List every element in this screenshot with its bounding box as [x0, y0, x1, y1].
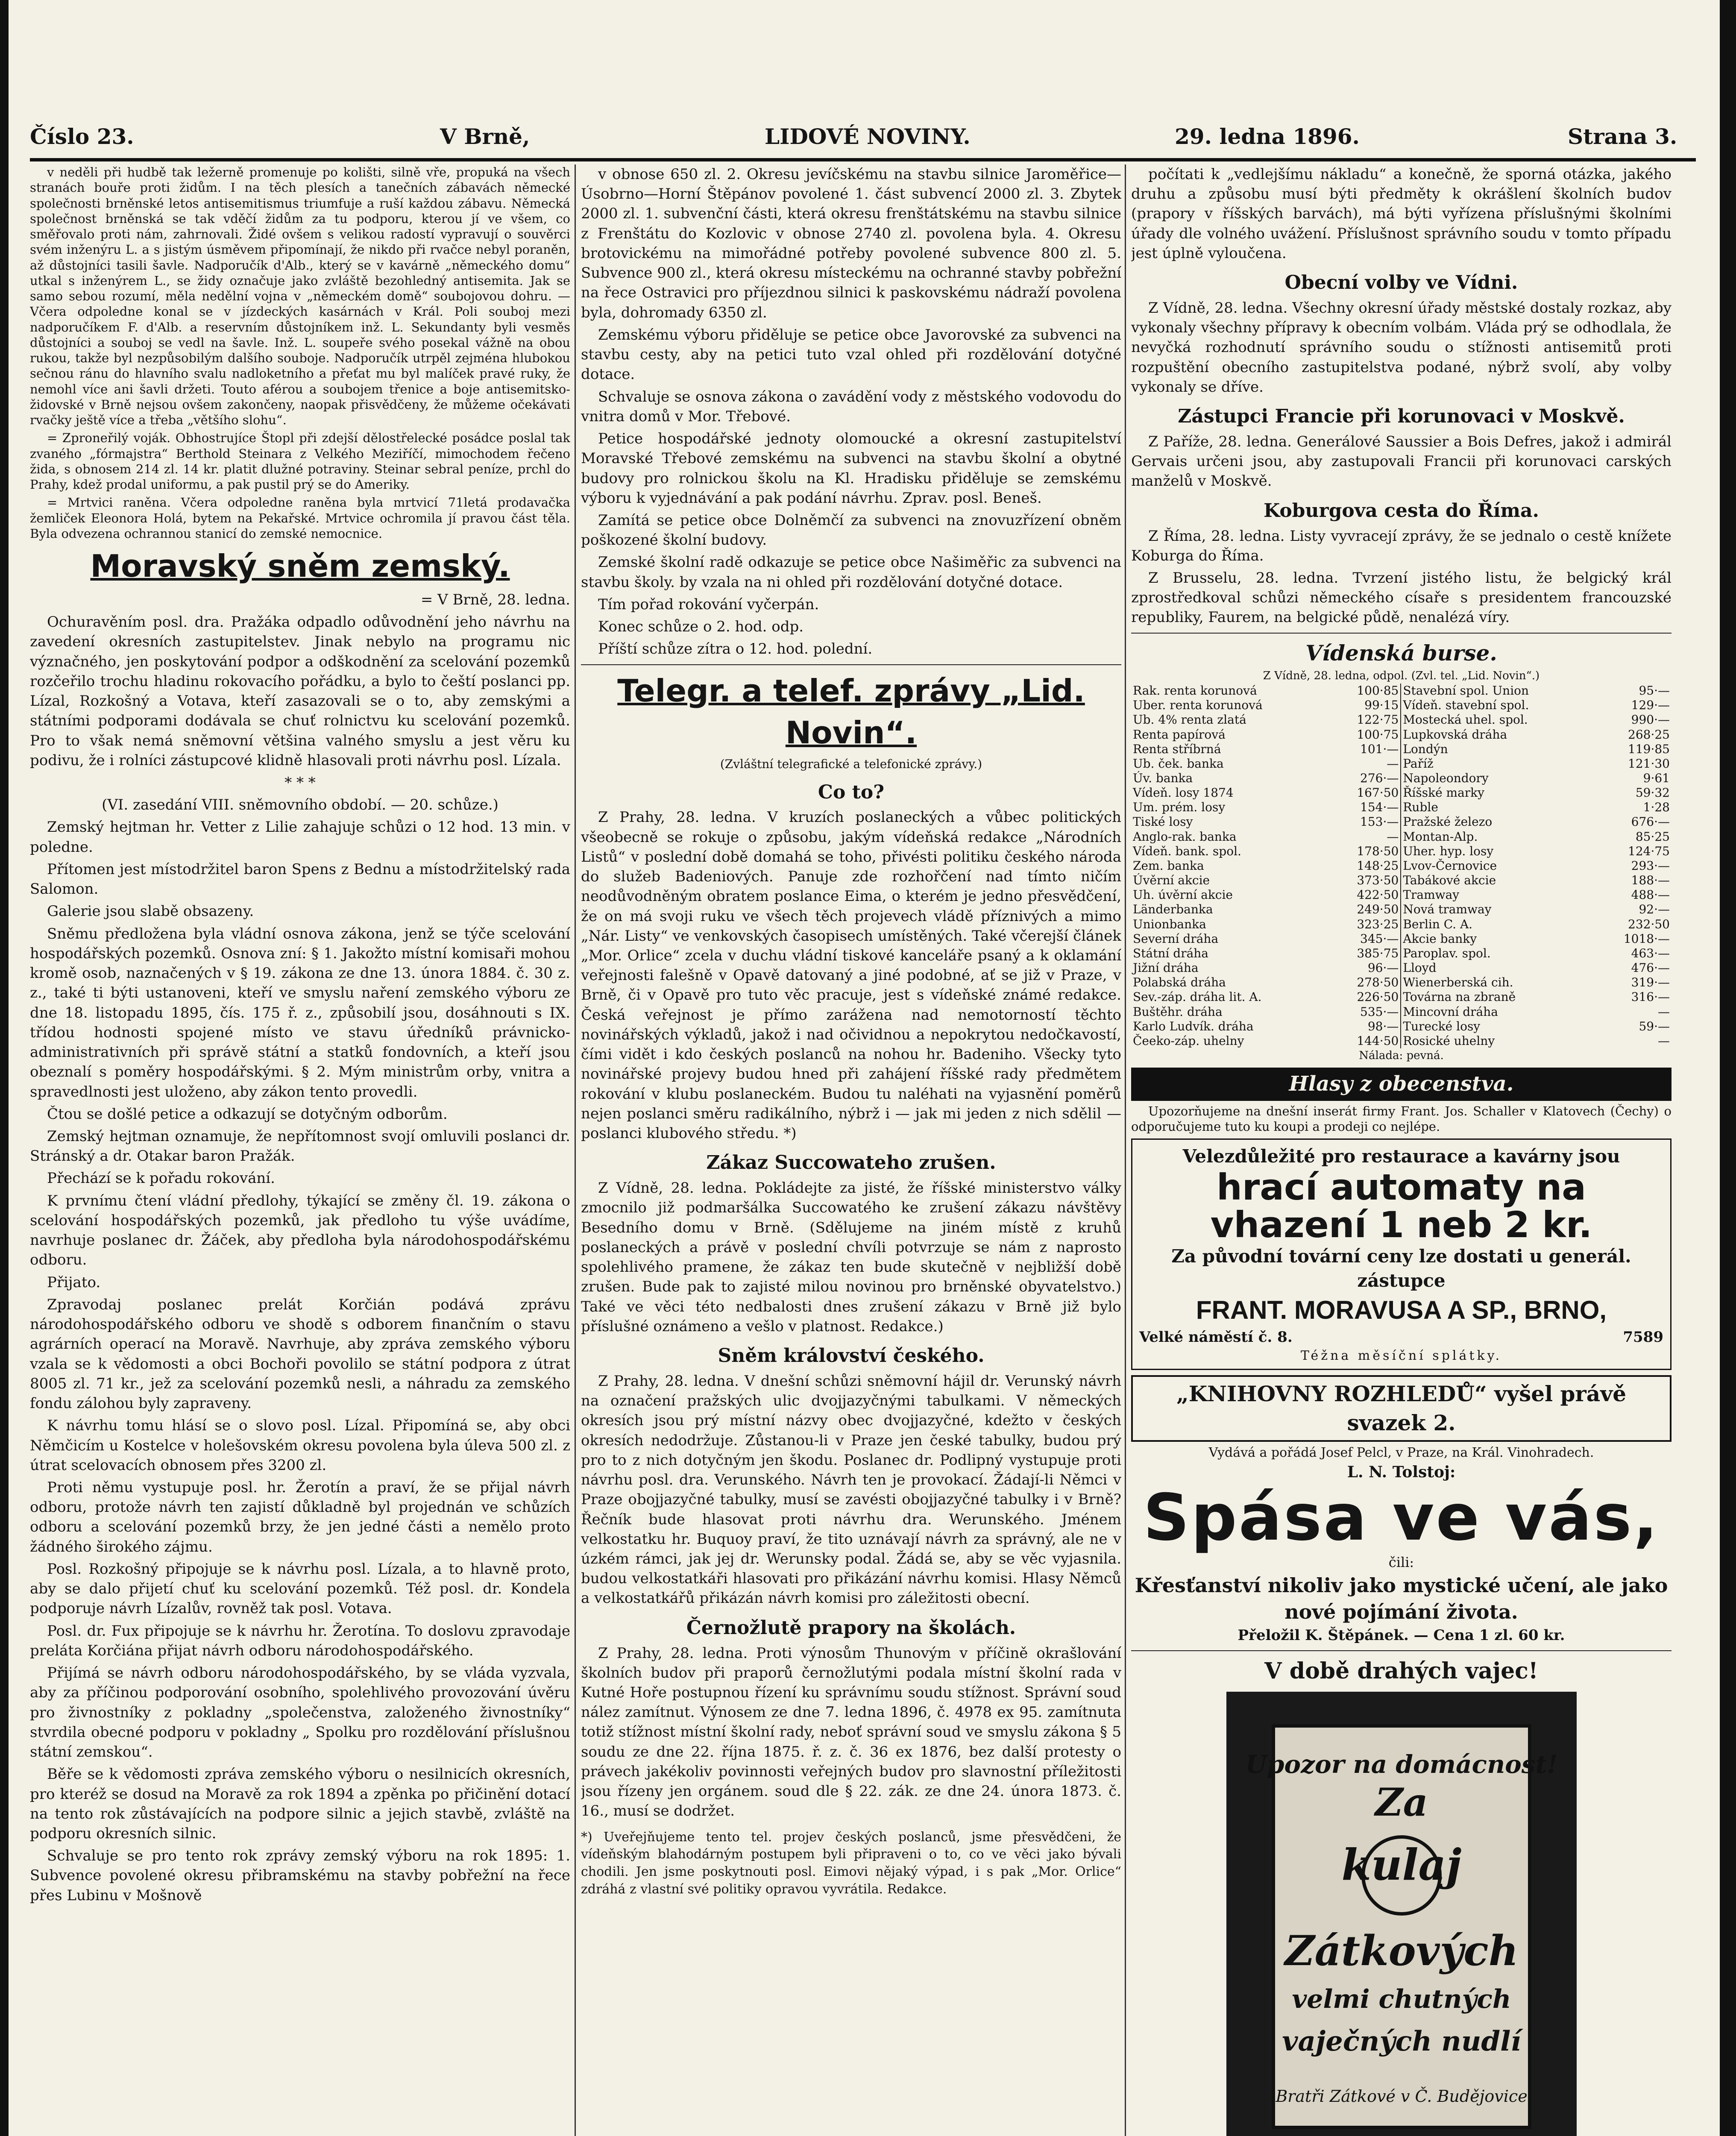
section-title: Zástupci Francie při korunovaci v Moskvě. — [1178, 405, 1625, 428]
stock-value: 463·— — [1631, 946, 1670, 960]
stock-value: 153·— — [1332, 815, 1401, 829]
stock-value: 488·— — [1631, 888, 1670, 902]
stock-value: 9·61 — [1643, 771, 1670, 785]
article-paragraph: Schvaluje se osnova zákona o zavádění vody z městského vodovodu do vnitra domů v Mor. Třebové. — [581, 388, 1121, 425]
stock-row — [1131, 961, 1671, 975]
stock-name: Úvěrní akcie — [1133, 873, 1210, 888]
stock-name: Pražské železo — [1403, 815, 1493, 829]
article-paragraph: Posl. dr. Fux připojuje se k návrhu hr. Žerotína. To doslovu zpravodaje preláta Korčiána přijat návrh odboru národohospodářského. — [30, 1622, 570, 1659]
stock-row — [1131, 1005, 1671, 1019]
stock-row — [1131, 990, 1671, 1004]
article-paragraph: Přechází se k pořadu rokování. — [47, 1170, 275, 1187]
stock-value: 323·25 — [1332, 917, 1401, 932]
stock-value: — — [1332, 830, 1401, 844]
stock-name: Napoleondory — [1403, 771, 1489, 785]
stock-name: Mincovní dráha — [1403, 1004, 1498, 1019]
stock-value: 101·— — [1332, 742, 1401, 757]
stock-row — [1131, 859, 1671, 873]
article-paragraph: Sněmu předložena byla vládní osnova zákona, jenž se týče scelování hospodářských pozemků. Osnova zní: § 1. Jakožto místní komisaři mohou kromě osob, naznačených v § 19. zákona ze dne 13. února 1884. č. 30 z. z., také ti býti ustanoveni, kteří ve smyslu naření zemského výboru ze dne 18. listopadu 1895, čís. 175 ř. z., způsobilí jsou, dosáhnouti s IX. třídou hodnosti spojené místo ve stavu úředníků právnicko-administrativních při správě státní a statků fondovních, a kteří jsou obeznalí s poměry hospodářskými. § 2. Mým ministrům orby, vnitra a spravedlnosti jest uloženo, aby zákon tento provedli. — [30, 925, 570, 1100]
col3-sections — [1131, 270, 1671, 628]
stock-row — [1131, 728, 1671, 742]
article-paragraph: Ochuravěním posl. dra. Pražáka odpadlo odůvodnění jeho návrhu na zavedení okresních zastupitelstev. Jinak nebylo na programu nic význačného, jen poskytování podpor a odškodnění za scelování pozemků rozčeřilo trochu hladinu rokovacího pořádku, a bylo to čeští poslanci pp. Lízal, Rozkošný a Votava, kteří zasazovali se o to, aby zemskými a státními podporami dodávala se chuť rolnictvu ku scelování pozemků. Pro to však nemá sněmovní většina valného smyslu a jest věru ku podivu, že i rolníci zástupcové klidně hlasovali proti návrhu posl. Lízala. — [30, 613, 570, 769]
stock-value: 249·50 — [1332, 902, 1401, 917]
stock-name: Uh. úvěrní akcie — [1133, 888, 1233, 902]
ad-automaty-note: Téžna měsíční splátky. — [1300, 1348, 1502, 1363]
stock-name: Wienerberská cih. — [1403, 975, 1513, 990]
stock-value: 276·— — [1332, 771, 1401, 786]
article-paragraph: Petice hospodářské jednoty olomoucké a okresní zastupitelství Moravské Třebové zemskému na subvenci na stavbu školní a obytné budovy pro rolnickou školu na Kl. Hradisku přiděluje se zemskému výboru k vyjednávání a pak podání návrhu. Zprav. posl. Beneš. — [581, 430, 1121, 507]
column-rule-1 — [575, 164, 576, 2136]
stock-name: Státní dráha — [1133, 946, 1208, 960]
stock-name: Polabská dráha — [1133, 975, 1226, 990]
stock-value: 96·— — [1332, 961, 1401, 975]
headline-moravsky-snem: Moravský sněm zemský. — [90, 548, 510, 584]
column-2 — [581, 164, 1121, 2136]
scan-border-right — [1720, 0, 1736, 2136]
stock-row — [1131, 975, 1671, 990]
stock-value: 345·— — [1332, 932, 1401, 946]
ad-book-title: Spása ve vás, — [1143, 1481, 1660, 1555]
stock-value: 293·— — [1631, 858, 1670, 873]
stock-value: 85·25 — [1635, 829, 1670, 844]
stock-value: 1018·— — [1623, 931, 1670, 946]
separator-rule — [1131, 1650, 1671, 1651]
stock-value: 319·— — [1631, 975, 1670, 990]
ad-automaty-address-row — [1139, 1327, 1663, 1347]
stock-name: Renta stříbrná — [1133, 742, 1221, 756]
stock-row — [1131, 873, 1671, 888]
stock-name: Londýn — [1403, 742, 1448, 756]
stock-value: 92·— — [1639, 902, 1670, 917]
stock-name: Turecké losy — [1403, 1019, 1481, 1033]
stock-name: Ruble — [1403, 800, 1438, 815]
stock-name: Vídeň. losy 1874 — [1133, 786, 1234, 800]
stock-name: Továrna na zbraně — [1403, 990, 1516, 1004]
article-paragraph: Zemský hejtman oznamuje, že nepřítomnost svojí omluvili poslanci dr. Stránský a dr. Otakar baron Pražák. — [30, 1128, 570, 1165]
stock-name: Tramway — [1403, 888, 1460, 902]
stock-name: Länderbanka — [1133, 902, 1213, 917]
ad-book-translator: Přeložil K. Štěpánek. — Cena 1 zl. 60 kr. — [1237, 1626, 1565, 1644]
stock-value: 59·— — [1639, 1019, 1670, 1033]
article-paragraph: v neděli při hudbě tak ležerně promenuje po kolišti, silně vře, propuká na všech stranách bouře proti židům. I na těch plesích a tanečních zábavách německé společnosti brněnské letos antisemitismus triumfuje a ruší každou zábavu. Německá společnost brněnská se tak vděčí židům za tu podporu, kterou jí ve všem, co směřovalo proti nám, zahrnovali. Židé ovšem s velikou radostí vypravují o souvěrci svém inženýru L. a s jistým úsměvem připomínají, že nikdo při rvačce nebyl poraněn, až důstojníci tasili šavle. Nadporučík d'Alb., který se v kavárně „německého domu“ utkal s inženýrem L., se židy označuje jako zvláště bezohledný antisemita. Jak se samo sebou rozumí, měla nedělní vojna v „německém domě“ soubojovou dohru. — Včera odpoledne konal se v jízdeckých kasárnách v Král. Poli souboj mezi nadporučíkem F. d'Alb. a reservním důstojníkem inž. L. Sekundanty byli vesměs důstojníci a souboj se vedl na šavle. Inž. L. soupeře svého posekal vážně na obou rukou, takže byl nezpůsobilým dalšího souboje. Nadporučík utrpěl zejména hlubokou sečnou ránu do hlavního svalu nadloketního a přeťat mu byl malíček pravé ruky, že nemohl více ani šavli držeti. Touto aférou a soubojem třenice a boje antisemitsko-židovské v Brně nejsou ovšem zakončeny, naopak přisvědčeny, že můžeme očekávati rvačky ještě více a třeba „většího slohu“. — [30, 165, 570, 427]
stock-name: Čeeko-záp. uhelny — [1133, 1033, 1244, 1048]
article-paragraph: Z Prahy, 28. ledna. Proti výnosům Thunovým v příčině okrašlování školních budov při praporů černožlutými podala místní školní rada v Kutné Hoře postupnou řízení ku správnímu soudu stížnost. Správní soud nález zamítnut. Výnosem ze dne 7. ledna 1896, č. 4978 ex 95. zamítnuta totiž stížnost místní školní rady, neboť správní soud ve smyslu zákona § 5 soudu ze dne 22. října 1875. ř. z. č. 36 ex 1876, bez další protesty o právech jakékoliv povinnosti veřejných budov pro slavnostní příležitosti jsou řízeny jen orgánem. soud dle § 22. zák. ze dne 24. února 1873. č. 16., musí se dodržet. — [581, 1644, 1121, 1820]
stock-value: 144·50 — [1332, 1034, 1401, 1048]
article-paragraph: Přijato. — [47, 1273, 101, 1291]
stock-row — [1131, 800, 1671, 815]
stock-name: Mostecká uhel. spol. — [1403, 713, 1528, 727]
article-paragraph: Běře se k vědomosti zpráva zemského výboru o nesilnicích okresních, pro kteréž se dosud na Moravě za rok 1894 a zpěnka po přičinění dotací na tento rok zůstávajících na podpore silnic a jejich stavbě, zvláště na podporu okresních silnic. — [30, 1766, 570, 1842]
article-paragraph: Galerie jsou slabě obsazeny. — [47, 903, 254, 920]
stock-value: 278·50 — [1332, 975, 1401, 990]
stock-row — [1131, 830, 1671, 844]
ad-noodle-package-illustration — [1226, 1692, 1577, 2136]
headline-telegr-zpravy: Telegr. a telef. zprávy „Lid. Novin“. — [617, 672, 1085, 751]
article-paragraph: Přijímá se návrh odboru národohospodářského, by se vláda vyzvala, aby za příčinou podporování osobního, spolehlivého provozování úvěru pro živnostníky z pokladny „společenstva, založeného živnostníky“ stvrdila obecné podporu v pokladny „ Spolku pro rozdělování příslušnou státní zemskou“. — [30, 1664, 570, 1761]
stock-name: Anglo-rak. banka — [1133, 829, 1237, 844]
stock-value: 178·50 — [1332, 844, 1401, 859]
stock-name: Úv. banka — [1133, 771, 1193, 785]
stock-value: 990·— — [1631, 713, 1670, 727]
stock-mood: Nálada: pevná. — [1359, 1049, 1444, 1062]
stock-value: — — [1332, 757, 1401, 771]
stock-name: Ub. ček. banka — [1133, 756, 1224, 771]
article-paragraph: Tím pořad rokování vyčerpán. — [598, 596, 819, 613]
ad-automaty-line3: Za původní tovární ceny lze dostati u generál. zástupce — [1171, 1245, 1631, 1291]
stock-name: Říšské marky — [1403, 786, 1484, 800]
stock-title: Vídenská burse. — [1305, 640, 1497, 666]
ad-box-text-1: Upozor na domácnost! — [1245, 1749, 1558, 1779]
stock-value: 100·75 — [1332, 728, 1401, 742]
dateline: = V Brně, 28. ledna. — [420, 591, 570, 608]
stock-value: 129·— — [1631, 698, 1670, 713]
stock-value: 95·— — [1639, 684, 1670, 698]
section-title: Koburgova cesta do Říma. — [1264, 499, 1539, 522]
stock-value: 268·25 — [1628, 727, 1670, 742]
ad-box-text-3: kulaj — [1341, 1839, 1461, 1890]
stock-name: Paříž — [1403, 756, 1434, 771]
article-paragraph: v obnose 650 zl. 2. Okresu jevíčskému na stavbu silnice Jaroměřice—Úsobrno—Horní Štěpánov povolené 1. část subvencí 2000 zl. 3. Zbytek 2000 zl. 1. subvenční části, která okresu frenštátskému na stavbu silnice z Frenštátu do Kozlovic v obnose 2740 zl. povolena byla. 4. Okresu brotovickému na mimořádné potřeby povolené subvence 800 zl. 5. Subvence 900 zl., která okresu místeckému na ochranné stavby pobřežní na řece Ostravici pro příjezdnou silnici k paskovskému nádraží povolena byla, dohromady 6350 zl. — [581, 166, 1121, 321]
ad-automaty-line2: hrací automaty na vhazení 1 neb 2 kr. — [1210, 1166, 1592, 1246]
stock-value: 100·85 — [1332, 684, 1401, 698]
stock-row — [1131, 684, 1671, 698]
stock-name: Rak. renta korunová — [1133, 684, 1257, 698]
article-paragraph: Proti němu vystupuje posl. hr. Žerotín a praví, že se přijal návrh odboru, protože návrh ten zajistí důkladně byl projednán ve schůzích odboru a scelování pozemků brzy, že jen jedné části a nemělo proto žádného širokého zájmu. — [30, 1479, 570, 1555]
stock-name: Sev.-záp. dráha lit. A. — [1133, 990, 1262, 1004]
stock-row — [1131, 932, 1671, 946]
article-paragraph: Z Prahy, 28. ledna. V dnešní schůzi sněmovní hájil dr. Verunský návrh na označení pražských ulic dvojjazyčnými tabulkami. V německých okresích jsou prý místní názvy obec dvojjazyčné, kdežto v českých okresích nedodržuje. Zůstanou-li v Praze jen české tabulky, budou prý pro to z nich dotyčným jen škodu. Poslanec dr. Podlipný vystupuje proti návrhu posl. dra. Verunského. Návrh ten je provokací. Žádají-li Němci v Praze obojjazyčné tabulky, musí se zavésti obojjazyčné tabulky i v Brně? Řečník bude hlasovat proti návrhu dra. Werunského. Jménem velkostatku hr. Buquoy praví, že tito uznávají návrh za správný, ale ne v úzkém rámci, jak jej dr. Werunsky podal. Žádá se, aby se věc vyjasnila. budou velkostatkáři hlasovati pro přikázání návrhu komisi. Hlasy Němců a velkostatkářů přikázán návrh komisi pro záležitosti obecní. — [581, 1372, 1121, 1607]
stock-name: Vídeň. stavební spol. — [1403, 698, 1529, 713]
stock-value: 316·— — [1631, 990, 1670, 1004]
separator-rule — [1131, 633, 1671, 634]
stock-value: 154·— — [1332, 800, 1401, 815]
stock-value: — — [1658, 1004, 1670, 1019]
stock-name: Lloyd — [1403, 961, 1437, 975]
article-paragraph: Zpravodaj poslanec prelát Korčián podává zprávu národohospodářského odboru ve shodě s odborem finančním o stavu agrárních operací na Moravě. Navrhuje, aby zpráva zemského výboru vzala se k vědomosti a obci Bochoři povolilo se státní podpora z útrat 8005 zl. 71 kr., jež za scelování pozemků nesli, a náhradu za zemského fondu zálohou byly zapraveny. — [30, 1296, 570, 1412]
stock-name: Uber. renta korunová — [1133, 698, 1263, 713]
ad-automaty-address: Velké náměstí č. 8. — [1139, 1329, 1293, 1346]
page-number: Strana 3. — [1568, 124, 1677, 149]
stock-name: Berlin C. A. — [1403, 917, 1473, 931]
stock-name: Tiské losy — [1133, 815, 1193, 829]
ad-automaty — [1131, 1138, 1671, 1370]
article-paragraph: Posl. Rozkošný připojuje se k návrhu posl. Lízala, a to hlavně proto, aby se dalo přijetí chuť ku scelování pozemků. Též posl. dr. Kondela podporuje návrh Lízalův, rovněž tak posl. Votava. — [30, 1560, 570, 1617]
stock-value: 98·— — [1332, 1019, 1401, 1034]
column-rule-2 — [1125, 164, 1126, 2136]
stock-subtitle: Z Vídně, 28. ledna, odpol. (Zvl. tel. „Lid. Novin“.) — [1263, 669, 1540, 682]
stock-name: Montan-Alp. — [1403, 829, 1478, 844]
stock-row — [1131, 786, 1671, 800]
article-paragraph: Z Prahy, 28. ledna. V kruzích poslaneckých a vůbec politických všeobecně se rokuje o způsobu, jakým vídeňská redakce „Národních Listů“ v poslední době domahá se toho, přivésti politiku českého národa do služeb Badeniových. Panuje zde rozhořčení nad tímto ničím neodůvodněným obratem poslance Eima, o kterém je jedno přesvědčení, že on má svoji ruku ve všech těch projevech vládě příznivých a mimo „Nár. Listy“ ve venkovských časopisech umístěných. Také včerejší článek „Mor. Orlice“ zcela v duchu vládní tiskové kanceláře psaný a k oklamání veřejnosti falešně v Opavě datovaný a jiné podobné, ať se již v Praze, v Brně, či v Opavě pro tuto věc pracuje, jest s vídeňské známé redakce. Česká veřejnost je přímo zarážena nad nemotorností těchto novinářských výkladů, jakož i nad očividnou a nepokrytou nedočkavostí, čími vidět i kdo českých poslanců na nohou hr. Badeniho. Všecky tyto novinářské projevy budou hned při zahájení říšské rady předmětem rokování v klubu poslaneckém. Budou tu naléhati na vyjasnění poměrů nejen poslanci směru radikálního, nýbrž i — jak mi jeden z nich sdělil — poslanci klubového středu. *) — [581, 809, 1121, 1142]
ad-box-text-7: Bratři Zátkové v Č. Budějovice — [1275, 2086, 1528, 2106]
stock-name: Uher. hyp. losy — [1403, 844, 1494, 858]
column-1 — [30, 164, 570, 2136]
stock-row — [1131, 771, 1671, 786]
stock-name: Unionbanka — [1133, 917, 1206, 931]
stock-value: 476·— — [1631, 961, 1670, 975]
ad-knihovny-banner: „KNIHOVNY ROZHLEDŮ“ vyšel právě svazek 2. — [1131, 1375, 1671, 1442]
stock-row — [1131, 742, 1671, 757]
masthead — [30, 124, 1696, 158]
stock-name: Tabákové akcie — [1403, 873, 1496, 888]
separator-stars: * * * — [284, 774, 316, 792]
stock-value: 99·15 — [1332, 698, 1401, 713]
article-paragraph: Z Říma, 28. ledna. Listy vyvracejí zprávy, že se jednalo o cestě knížete Koburga do Říma. — [1131, 527, 1671, 564]
stock-row — [1131, 698, 1671, 713]
article-paragraph: K prvnímu čtení vládní předlohy, týkající se změny čl. 19. zákona o scelování hospodářských pozemků, jak předloho tu výše uvádíme, navrhuje poslanec dr. Žáček, aby předloha byla národohospodářskému odboru. — [30, 1192, 570, 1269]
footnote: *) Uveřejňujeme tento tel. projev českých poslanců, jsme přesvědčeni, že vídeňským blahodárným postupem byli připraveni o to, co ve věci jako bývali chodili. Jen jsme poskytnouti posl. Eimovi nějaký výpad, i s pak „Mor. Orlice“ zdráhá z vlastní své politiky opravou vyvrátila. Redakce. — [581, 1829, 1121, 1897]
stock-name: Vídeň. bank. spol. — [1133, 844, 1241, 858]
stock-name: Akcie banky — [1403, 931, 1477, 946]
article-paragraph: Schvaluje se pro tento rok zprávy zemský výboru na rok 1895: 1. Subvence povolené okresu přibramskému na stavby pobřežní na řece přes Lubinu v Mošnově — [30, 1847, 570, 1904]
ad-automaty-firm: FRANT. MORAVUSA A SP., BRNO, — [1196, 1295, 1607, 1324]
stock-value: 232·50 — [1628, 917, 1670, 931]
stock-value: 119·85 — [1628, 742, 1670, 756]
stock-value: 124·75 — [1628, 844, 1670, 858]
article-paragraph: = Mrtvici raněna. Včera odpoledne raněna byla mrtvicí 71letá prodavačka žemliček Eleonora Holá, bytem na Pekařské. Mrtvice ochromila jí pravou část těla. Byla odvezena ochrannou stanicí do zemské nemocnice. — [30, 495, 570, 541]
article-paragraph: = Zproneřilý voják. Obhostrujíce Štopl při zdejší dělostřelecké posádce poslal tak zvaného „fórmajstra“ Berthold Steinara z Velkého Meziříčí, mimochodem řečeno žida, s obnosem 214 zl. 14 kr. platit dlužné potraviny. Steinar sebral peníze, prchl do Prahy, kdež prodal uniformu, a pak pustil prý se do Ameriky. — [30, 431, 570, 492]
ad-book-tagline: Křesťanství nikoliv jako mystické učení, ale jako nové pojímání života. — [1135, 1573, 1668, 1624]
ad-hlasy-text: Upozorňujeme na dnešní inserát firmy Frant. Jos. Schaller v Klatovech (Čechy) o odporučujeme tuto ku koupi a prodeji co nejlépe. — [1131, 1103, 1671, 1134]
stock-value: 59·32 — [1635, 786, 1670, 800]
article-paragraph: počítati k „vedlejšímu nákladu“ a konečně, že sporná otázka, jakého druhu a způsobu musí býti předměty k okrášlení školních budov (prapory v říšských barvách), má býti vyřízena příslušnými školními úřady dle volného uvážení. Příslušnost správního soudu v tomto případu jest úplně vyloučena. — [1131, 166, 1671, 262]
ad-book-sub: čili: — [1388, 1554, 1414, 1571]
stock-name: Rosické uhelny — [1403, 1033, 1495, 1048]
article-paragraph: Zamítá se petice obce Dolněmčí za subvenci na znovuzřízení obněm poškozené školní budovy. — [581, 511, 1121, 549]
stock-name: Paroplav. spol. — [1403, 946, 1491, 960]
ad-publisher: Vydává a pořádá Josef Pelcl, v Praze, na Král. Vinohradech. — [1208, 1445, 1594, 1461]
stock-name: Jižní dráha — [1133, 961, 1199, 975]
col1-body — [30, 817, 570, 1905]
headline-subtitle: (Zvláštní telegrafické a telefonické zprávy.) — [720, 757, 982, 772]
section-title: Co to? — [818, 781, 885, 803]
stock-value: 122·75 — [1332, 713, 1401, 727]
stock-name: Severní dráha — [1133, 931, 1219, 946]
article-paragraph: Zemské školní radě odkazuje se petice obce Našiměřic za subvenci na stavbu školy. by vzala na ni ohled při rozdělování dotyčné dotace. — [581, 554, 1121, 591]
col1-top-articles — [30, 164, 570, 541]
stock-value: 148·25 — [1332, 859, 1401, 873]
stock-name: Lvov-Černovice — [1403, 858, 1497, 873]
stock-row — [1131, 757, 1671, 771]
issue-date: 29. ledna 1896. — [1175, 124, 1360, 149]
masthead-rule — [30, 158, 1696, 161]
stock-value: 188·— — [1631, 873, 1670, 888]
stock-name: Ub. 4% renta zlatá — [1133, 713, 1246, 727]
article-paragraph: Zemskému výboru přiděluje se petice obce Javorovské za subvenci na stavbu cesty, aby na petici tuto vzal ohled při rozdělování dotyčné dotace. — [581, 326, 1121, 383]
article-paragraph: Z Brusselu, 28. ledna. Tvrzení jistého listu, že belgický král zprostředkoval schůzi německého císaře s presidentem francouzské republiky, Faurem, na belgické půdě, nenalézá víry. — [1131, 569, 1671, 626]
stock-value: 226·50 — [1332, 990, 1401, 1004]
stock-value: 1·28 — [1643, 800, 1670, 815]
article-paragraph: K návrhu tomu hlásí se o slovo posl. Lízal. Připomíná se, aby obci Němčicím u Kostelce v holešovském okresu povolena byla úleva 500 zl. z útrat scelovacích obnosem přes 3200 zl. — [30, 1417, 570, 1474]
stock-name: Karlo Ludvík. dráha — [1133, 1019, 1254, 1033]
ad-eggs-top: V době drahých vajec! — [1264, 1658, 1538, 1684]
section-title: Zákaz Succowateho zrušen. — [706, 1152, 996, 1174]
stock-row — [1131, 815, 1671, 829]
ad-automaty-line1: Velezdůležité pro restaurace a kavárny jsou — [1182, 1146, 1620, 1167]
col2-sections — [581, 780, 1121, 1821]
stock-value: 676·— — [1631, 815, 1670, 829]
ad-author: L. N. Tolstoj: — [1347, 1463, 1456, 1482]
article-paragraph: Konec schůze o 2. hod. odp. — [598, 618, 804, 636]
stock-name: Stavební spol. Union — [1403, 684, 1529, 698]
stock-value: 167·50 — [1332, 786, 1401, 800]
stock-row — [1131, 888, 1671, 902]
stock-row — [1131, 917, 1671, 932]
stock-value: 385·75 — [1332, 946, 1401, 961]
place: V Brně, — [440, 124, 530, 149]
ad-hlasy-bar: Hlasy z obecenstva. — [1131, 1068, 1671, 1100]
section-title: Sněm království českého. — [718, 1345, 985, 1367]
newspaper-title: LIDOVÉ NOVINY. — [765, 124, 971, 149]
article-paragraph: Čtou se došlé petice a odkazují se dotyčným odborům. — [47, 1105, 448, 1123]
article-paragraph: Z Vídně, 28. ledna. Všechny okresní úřady městské dostaly rozkaz, aby vykonaly všechny přípravy k obecním volbám. Vláda prý se odhodlala, že nevyčká rozhodnutí správního soudu o stížnosti antisemitů proti rozpuštění obecního zastupitelstva podané, nýbrž svolí, aby volby vykonaly se dříve. — [1131, 299, 1671, 396]
stock-name: Lupkovská dráha — [1403, 727, 1507, 742]
stock-name: Zem. banka — [1133, 858, 1204, 873]
stock-table — [1131, 684, 1671, 1048]
session-note: (VI. zasedání VIII. sněmovního období. — 20. schůze.) — [102, 796, 499, 814]
stock-row — [1131, 946, 1671, 961]
article-paragraph: Příští schůze zítra o 12. hod. polední. — [598, 640, 873, 658]
stock-value: 121·30 — [1628, 756, 1670, 771]
stock-value: 422·50 — [1332, 888, 1401, 902]
stock-value: — — [1658, 1033, 1670, 1048]
article-paragraph: Zemský hejtman hr. Vetter z Lilie zahajuje schůzi o 12 hod. 13 min. v poledne. — [30, 819, 570, 856]
col2-top-articles — [581, 164, 1121, 659]
stock-row — [1131, 844, 1671, 859]
stock-row — [1131, 1019, 1671, 1034]
stock-value: 373·50 — [1332, 873, 1401, 888]
ad-box-text-5: velmi chutných — [1291, 1984, 1511, 2014]
ad-box-text-2: Za — [1375, 1779, 1428, 1825]
stock-row — [1131, 713, 1671, 727]
scan-border-left — [0, 0, 9, 2136]
issue-number: Číslo 23. — [30, 124, 134, 149]
stock-name: Nová tramway — [1403, 902, 1492, 917]
ad-box-text-6: vaječných nudlí — [1281, 2025, 1521, 2057]
column-3 — [1131, 164, 1671, 2136]
section-title: Černožlutě prapory na školách. — [686, 1617, 1016, 1639]
stock-name: Renta papírová — [1133, 727, 1226, 742]
stock-name: Um. prém. losy — [1133, 800, 1226, 815]
stock-row — [1131, 902, 1671, 917]
ad-automaty-number: 7589 — [1623, 1329, 1663, 1346]
article-paragraph: Z Paříže, 28. ledna. Generálové Saussier a Bois Defres, jakož i admirál Gervais určeni jsou, aby zastupovali Francii při korunovaci carských manželů v Moskvě. — [1131, 433, 1671, 490]
separator-rule — [581, 664, 1121, 665]
ad-box-text-4: Zátkových — [1284, 1926, 1518, 1975]
section-title: Obecní volby ve Vídni. — [1284, 272, 1518, 294]
stock-row — [1131, 1034, 1671, 1048]
article-paragraph: Z Vídně, 28. ledna. Pokládejte za jisté, že říšské ministerstvo války zmocnilo již podmaršálka Succowatého ke zrušení zákazu návštěvy Besedního domu v Brně. (Sdělujeme na jiném místě z kruhů poslaneckých a právě v poslední chvíli potvrzuje se nám z naprosto spolehlivého pramene, že zákaz ten bude skutečně v nejbližší době zrušen. Bude pak to zajisté milou novinou pro brněnské obyvatelstvo.) Také ve věci této nedbalosti dnes zrušení zákazu v Brně již bylo příslušné oznámeno a vešlo v platnost. Redakce.) — [581, 1179, 1121, 1335]
stock-name: Buštěhr. dráha — [1133, 1004, 1223, 1019]
stock-value: 535·— — [1332, 1005, 1401, 1019]
article-paragraph: Přítomen jest místodržitel baron Spens z Bednu a místodržitelský rada Salomon. — [30, 860, 570, 898]
